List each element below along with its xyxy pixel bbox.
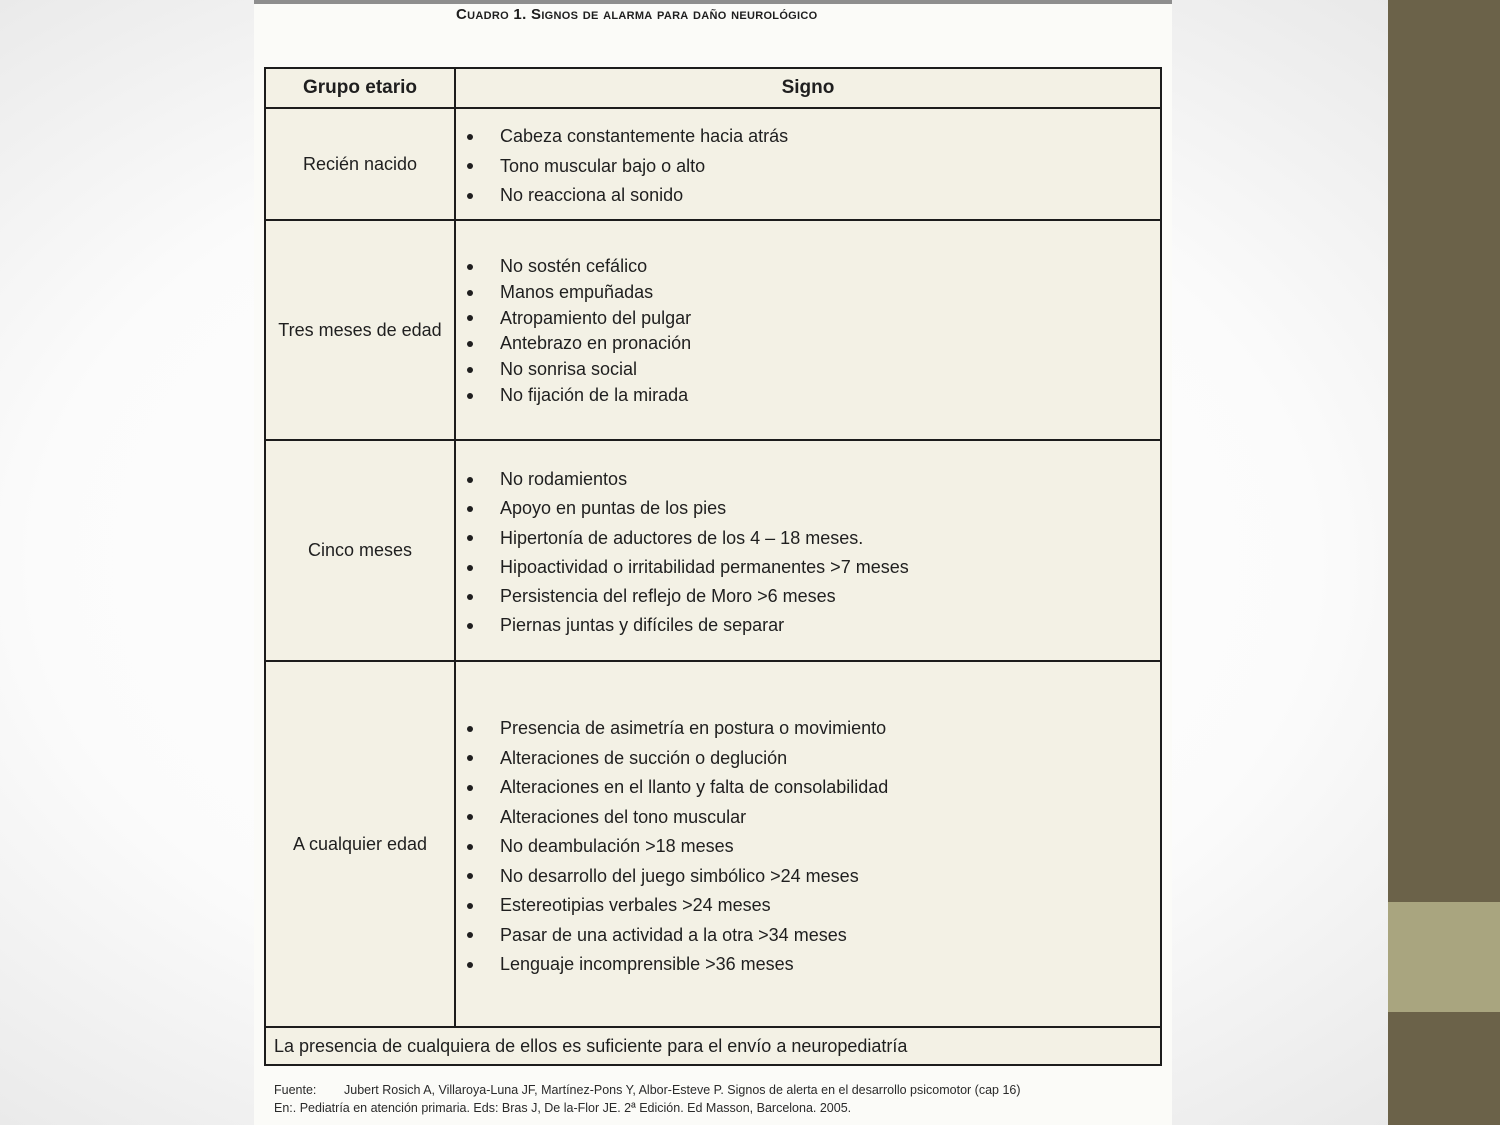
list-item: Tono muscular bajo o alto: [456, 152, 1160, 182]
list-item: Apoyo en puntas de los pies: [456, 494, 1160, 523]
table-caption: Cuadro 1. Signos de alarma para daño neurológico: [456, 6, 818, 23]
list-item: Pasar de una actividad a la otra >34 meses: [456, 921, 1160, 951]
group-cell: Recién nacido: [265, 108, 455, 220]
group-cell: A cualquier edad: [265, 661, 455, 1027]
signs-cell: [455, 108, 1161, 220]
source-label: Fuente:: [274, 1083, 317, 1097]
list-item: Persistencia del reflejo de Moro >6 meses: [456, 582, 1160, 611]
group-cell: Tres meses de edad: [265, 220, 455, 440]
table-row: [265, 440, 1161, 661]
sign-list: [456, 662, 1160, 980]
signs-cell: [455, 220, 1161, 440]
list-item: Hipoactividad o irritabilidad permanentes >7 meses: [456, 553, 1160, 582]
alarm-signs-table: [264, 67, 1162, 1066]
top-rule: [254, 0, 1172, 4]
source-text: Jubert Rosich A, Villaroya-Luna JF, Martínez-Pons Y, Albor-Esteve P. Signos de alerta en el desarrollo psicomotor (cap 16): [344, 1083, 1021, 1097]
list-item: Alteraciones de succión o deglución: [456, 744, 1160, 774]
table-header-row: [265, 68, 1161, 108]
list-item: Atropamiento del pulgar: [456, 306, 1160, 332]
sign-list: [456, 109, 1160, 211]
list-item: No rodamientos: [456, 465, 1160, 494]
source-line-1: [274, 1081, 1164, 1099]
group-cell: Cinco meses: [265, 440, 455, 661]
table-row: [265, 661, 1161, 1027]
list-item: No fijación de la mirada: [456, 383, 1160, 409]
document-image: [254, 0, 1172, 1125]
table-row: [265, 108, 1161, 220]
list-item: Estereotipias verbales >24 meses: [456, 891, 1160, 921]
signs-cell: [455, 440, 1161, 661]
list-item: Manos empuñadas: [456, 280, 1160, 306]
list-item: Cabeza constantemente hacia atrás: [456, 122, 1160, 152]
list-item: No desarrollo del juego simbólico >24 meses: [456, 862, 1160, 892]
list-item: No reacciona al sonido: [456, 181, 1160, 211]
sign-list: [456, 221, 1160, 409]
source-citation: [274, 1081, 1164, 1117]
list-item: Hipertonía de aductores de los 4 – 18 meses.: [456, 524, 1160, 553]
sign-list: [456, 441, 1160, 641]
list-item: Piernas juntas y difíciles de separar: [456, 611, 1160, 640]
source-line-2: En:. Pediatría en atención primaria. Eds: Bras J, De la-Flor JE. 2ª Edición. Ed Masson, Barcelona. 2005.: [274, 1101, 852, 1115]
table-footer-row: [265, 1027, 1161, 1065]
signs-cell: [455, 661, 1161, 1027]
slide-side-bar-accent: [1388, 902, 1500, 1012]
list-item: No sostén cefálico: [456, 254, 1160, 280]
table-row: [265, 220, 1161, 440]
list-item: Lenguaje incomprensible >36 meses: [456, 950, 1160, 980]
list-item: Antebrazo en pronación: [456, 331, 1160, 357]
header-sign: Signo: [455, 68, 1161, 108]
list-item: No deambulación >18 meses: [456, 832, 1160, 862]
header-group: Grupo etario: [265, 68, 455, 108]
list-item: No sonrisa social: [456, 357, 1160, 383]
list-item: Alteraciones del tono muscular: [456, 803, 1160, 833]
list-item: Presencia de asimetría en postura o movimiento: [456, 714, 1160, 744]
list-item: Alteraciones en el llanto y falta de consolabilidad: [456, 773, 1160, 803]
table-footer-note: La presencia de cualquiera de ellos es suficiente para el envío a neuropediatría: [265, 1027, 1161, 1065]
